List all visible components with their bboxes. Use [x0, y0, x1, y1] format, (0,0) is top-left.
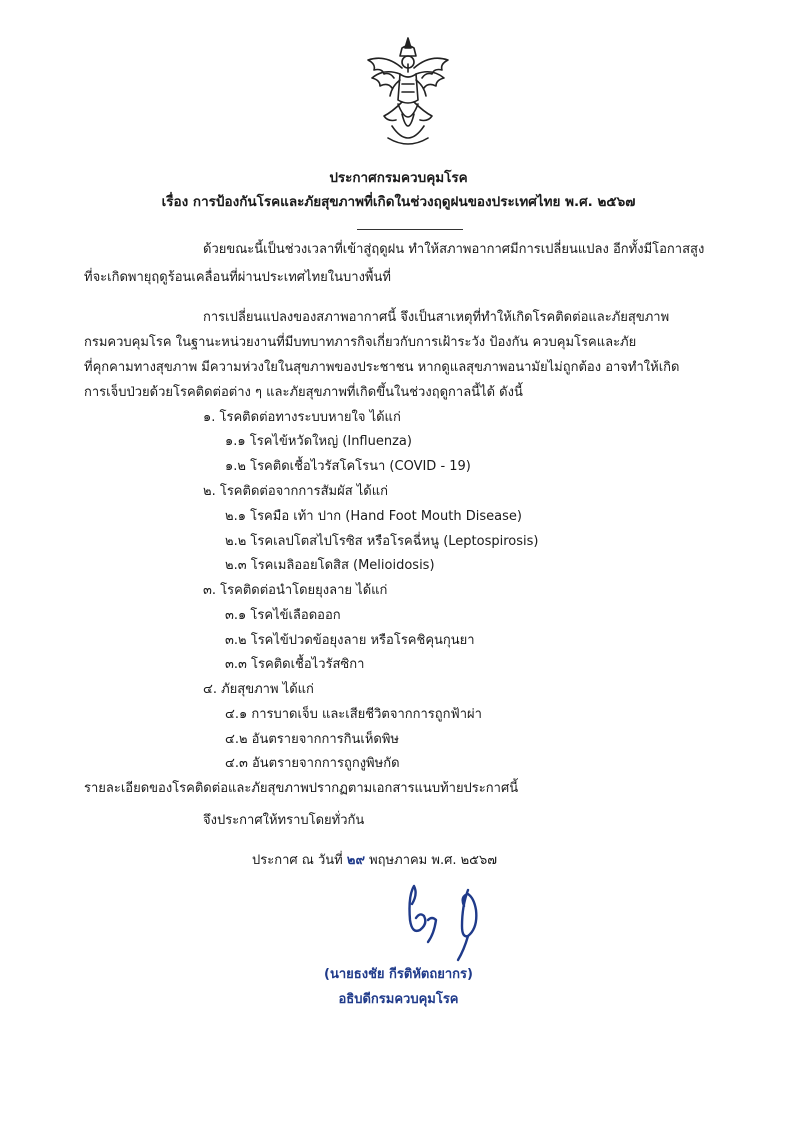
paragraph-2-line-3: ที่คุกคามทางสุขภาพ มีความห่วงใยในสุขภาพของประชาชน หากดูแลสุขภาพอนามัยไม่ถูกต้อง อาจทำให้เกิด — [84, 360, 680, 375]
list-item-4-1: ๔.๑ การบาดเจ็บ และเสียชีวิตจากการถูกฟ้าผ่า — [225, 707, 482, 722]
list-item-4-3: ๔.๓ อันตรายจากการถูกงูพิษกัด — [225, 756, 400, 771]
list-item-1-2: ๑.๒ โรคติดเชื้อไวรัสโคโรนา (COVID - 19) — [225, 459, 471, 474]
list-item-2-2: ๒.๒ โรคเลปโตสไปโรซิส หรือโรคฉี่หนู (Leptospirosis) — [225, 534, 539, 549]
list-group-1: ๑. โรคติดต่อทางระบบหายใจ ได้แก่ — [203, 410, 401, 425]
list-group-3: ๓. โรคติดต่อนำโดยยุงลาย ได้แก่ — [203, 583, 388, 598]
announcement-date — [252, 852, 497, 870]
document-subject: เรื่อง การป้องกันโรคและภัยสุขภาพที่เกิดในช่วงฤดูฝนของประเทศไทย พ.ศ. ๒๕๖๗ — [161, 194, 636, 210]
paragraph-1-line-1: ด้วยขณะนี้เป็นช่วงเวลาที่เข้าสู่ฤดูฝน ทำให้สภาพอากาศมีการเปลี่ยนแปลง อีกทั้งมีโอกาสสูง — [203, 242, 705, 257]
list-item-3-2: ๓.๒ โรคไข้ปวดข้อยุงลาย หรือโรคชิคุนกุนยา — [225, 633, 475, 648]
list-group-4: ๔. ภัยสุขภาพ ได้แก่ — [203, 682, 314, 697]
paragraph-2-line-4: การเจ็บป่วยด้วยโรคติดต่อต่าง ๆ และภัยสุขภาพที่เกิดขึ้นในช่วงฤดูกาลนี้ได้ ดังนี้ — [84, 385, 523, 400]
title-divider — [357, 229, 463, 230]
signatory-name: (นายธงชัย กีรติหัตถยากร) — [324, 967, 473, 982]
signatory-position: อธิบดีกรมควบคุมโรค — [338, 992, 459, 1007]
document-title: ประกาศกรมควบคุมโรค — [329, 170, 468, 186]
paragraph-2-line-1: การเปลี่ยนแปลงของสภาพอากาศนี้ จึงเป็นสาเหตุที่ทำให้เกิดโรคติดต่อและภัยสุขภาพ — [203, 310, 670, 325]
list-item-4-2: ๔.๒ อันตรายจากการกินเห็ดพิษ — [225, 732, 400, 747]
date-day: ๒๙ — [346, 853, 365, 868]
list-item-2-3: ๒.๓ โรคเมลิออยโดสิส (Melioidosis) — [225, 558, 435, 573]
announce-statement: จึงประกาศให้ทราบโดยทั่วกัน — [203, 813, 365, 828]
details-note: รายละเอียดของโรคติดต่อและภัยสุขภาพปรากฏตามเอกสารแนบท้ายประกาศนี้ — [84, 781, 519, 796]
paragraph-1-line-2: ที่จะเกิดพายุฤดูร้อนเคลื่อนที่ผ่านประเทศไทยในบางพื้นที่ — [84, 270, 391, 285]
list-item-3-1: ๓.๑ โรคไข้เลือดออก — [225, 608, 341, 623]
list-item-2-1: ๒.๑ โรคมือ เท้า ปาก (Hand Foot Mouth Disease) — [225, 509, 522, 524]
paragraph-2-line-2: กรมควบคุมโรค ในฐานะหน่วยงานที่มีบทบาทภารกิจเกี่ยวกับการเฝ้าระวัง ป้องกัน ควบคุมโรคและภัย — [84, 335, 637, 350]
date-suffix: พฤษภาคม พ.ศ. ๒๕๖๗ — [369, 853, 498, 868]
date-prefix: ประกาศ ณ วันที่ — [252, 853, 343, 868]
list-item-3-3: ๓.๓ โรคติดเชื้อไวรัสซิกา — [225, 657, 365, 672]
garuda-emblem-icon — [362, 34, 454, 152]
list-item-1-1: ๑.๑ โรคไข้หวัดใหญ่ (Influenza) — [225, 434, 412, 449]
signature-icon — [398, 876, 508, 966]
list-group-2: ๒. โรคติดต่อจากการสัมผัส ได้แก่ — [203, 484, 388, 499]
